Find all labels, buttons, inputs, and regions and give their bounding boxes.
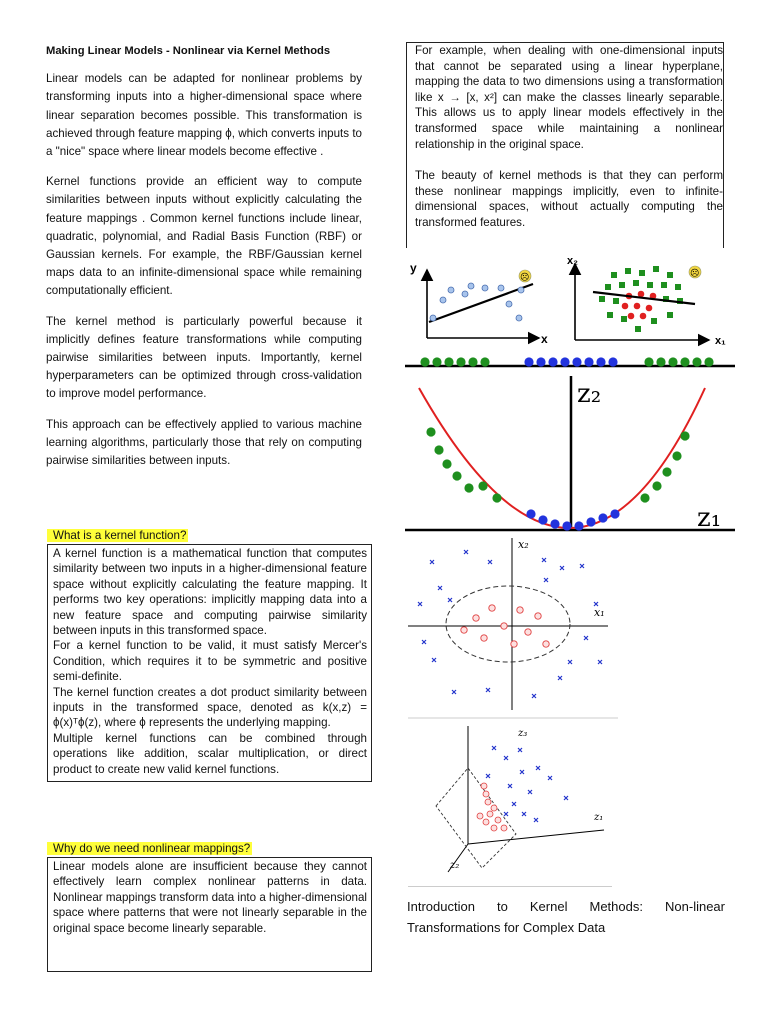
paragraph-3: The kernel method is particularly powerful because it implicitly defines feature transformations while computing pairwise similarities between inputs. Importantly, kernel hyperparameters can be optimized through cross-validation to improve model performance.	[46, 314, 362, 401]
z1-label: z₁	[697, 503, 722, 533]
figure-parabola-mapping	[405, 352, 735, 534]
box1-line-1: A kernel function is a mathematical function that computes similarity between two inputs in a higher-dimensional feature space without explicitly calculating the feature mapping. It performs two key operations: implicitly mapping data into a new feature space and computing pairwise similarity between inputs in this transformed space.	[53, 547, 367, 638]
fig2-x-label: x₁	[715, 335, 726, 347]
z2-label-3d: z₂	[450, 860, 460, 871]
paragraph-2: Kernel functions provide an efficient way to compute similarities between inputs without explicitly calculating the feature mappings . Common kernel functions include linear, quadratic, polynomial, and Radial Basis Function (RBF) or Gaussian kernels. For example, the RBF/Gaussian kernel maps data to an infinite-dimensional space while remaining computationally efficient.	[46, 175, 362, 298]
paragraph-1: Linear models can be adapted for nonlinear problems by transforming inputs into a higher-dimensional space where linear separation becomes possible. This transformation is achieved through feature mapping ϕ, which converts inputs to a "nice" space where linear models become effective .	[46, 72, 362, 159]
right-paragraph-2: The beauty of kernel methods is that they can perform these nonlinear mappings implicitly, even to infinite-dimensional spaces, without actually computing the transformed features.	[415, 169, 723, 229]
fig4-y-label: x₂	[518, 538, 529, 551]
green-mapped-points	[426, 427, 689, 502]
fig1-x-label: x	[541, 332, 548, 346]
red-points-3d	[477, 783, 507, 831]
nonlinear-mappings-box	[47, 857, 372, 972]
figure-caption: Introduction to Kernel Methods: Non-linear Transformations for Complex Data	[407, 899, 725, 935]
outer-blue-crosses	[418, 550, 602, 698]
green-squares	[599, 266, 683, 332]
blue-crosses-3d	[486, 746, 568, 822]
parabola-curve	[419, 388, 705, 528]
box2-text: Linear models alone are insufficient because they cannot effectively learn complex nonlinear patterns in data. Nonlinear mappings transform data into a higher-dimensional space where patterns that were not linearly separable in the original space become linearly separable.	[53, 860, 367, 935]
separating-plane	[436, 768, 516, 868]
kernel-function-heading-text: What is a kernel function?	[47, 529, 188, 542]
fig2-y-label: x₂	[567, 255, 579, 267]
left-column	[46, 42, 362, 482]
fig4-x-label: x₁	[594, 606, 605, 619]
data-points	[430, 283, 524, 321]
z2-label: z₂	[577, 379, 602, 409]
figure-3d-separation	[408, 716, 620, 880]
decision-ellipse	[446, 586, 570, 662]
z3-label: z₃	[518, 728, 528, 739]
right-paragraph-1: For example, when dealing with one-dimensional inputs that cannot be separated using a linear hyperplane, mapping the data to two dimensions using a transformation like x → [x, x²] can make the classes linearly separable. This allows us to apply linear models effectively in the transformed space while maintaining a nonlinear relationship in the original space.	[415, 44, 723, 151]
box1-line-4: Multiple kernel functions can be combined through operations like addition, scalar multiplication, or direct product to create new valid kernel functions.	[53, 731, 367, 776]
sad-face-glyph-2: ☹	[690, 268, 700, 278]
figure-classification-scatter	[567, 252, 737, 350]
paragraph-4: This approach can be effectively applied to various machine learning algorithms, particularly those that rely on computing pairwise similarities between inputs.	[46, 417, 362, 468]
kernel-function-heading	[47, 528, 370, 543]
nonlinear-mappings-heading-text: Why do we need nonlinear mappings?	[47, 842, 252, 855]
caption-rule	[408, 886, 612, 887]
figure-linear-scatter	[405, 256, 565, 350]
kernel-function-box	[47, 544, 372, 782]
box1-line-2: For a kernel function to be valid, it must satisfy Mercer's Condition, which requires it to be symmetric and positive semi-definite.	[53, 639, 367, 684]
box1-line-3: The kernel function creates a dot product similarity between inputs in the transformed space, denoted as k(x,z) = ϕ(x)ᵀϕ(z), where ϕ represents the underlying mapping.	[53, 685, 367, 730]
z1-axis-3d	[468, 830, 604, 844]
nonlinear-mappings-heading	[47, 841, 370, 856]
z1-label-3d: z₁	[594, 812, 604, 823]
fig1-y-label: y	[410, 261, 417, 275]
article-title: Making Linear Models - Nonlinear via Kernel Methods	[46, 45, 331, 57]
figure-circle-data	[408, 536, 614, 712]
sad-face-glyph: ☹	[520, 272, 530, 282]
example-box	[406, 42, 724, 248]
